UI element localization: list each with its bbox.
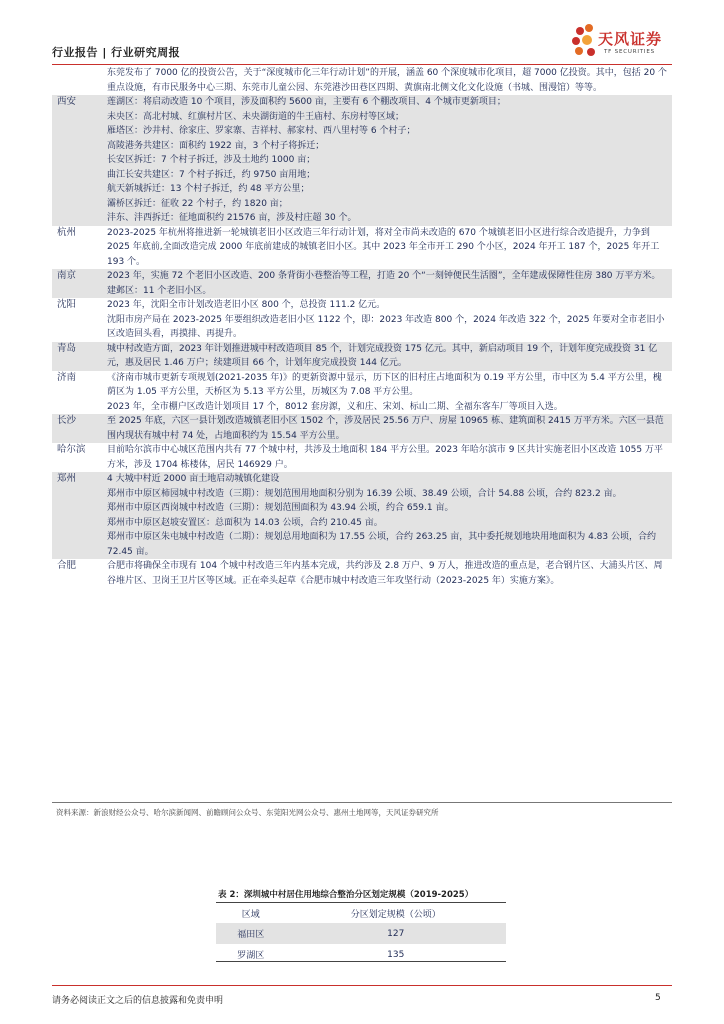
detail-line: 长安区拆迁：7 个村子拆迁，涉及土地约 1000 亩；: [107, 155, 316, 165]
table2-value-cell: 127: [286, 923, 506, 944]
detail-line: 未央区：高北村城、红旗村片区、未央湖街道的牛王庙村、东房村等区域；: [107, 111, 405, 122]
logo-subtitle: TF SECURITIES: [604, 49, 655, 55]
table2-bottom-rule: [216, 961, 506, 962]
table2-value-cell: 135: [387, 949, 405, 960]
city-name-cell: [52, 66, 105, 95]
detail-line: 沣东、沣西拆迁：征地面积约 21576 亩，涉及村庄超 30 个。: [107, 213, 357, 223]
city-name-cell: 合肥: [57, 560, 77, 571]
city-name-cell: 郑州: [52, 472, 105, 559]
plan-detail-cell: [105, 559, 672, 588]
table-row: [52, 559, 672, 588]
detail-line: 雁塔区：沙井村、徐家庄、罗家寨、吉祥村、郝家村、西八里村等 6 个村子；: [107, 126, 416, 136]
city-name-cell: 哈尔滨: [57, 444, 86, 455]
city-name-cell: 长沙: [52, 414, 105, 443]
city-renewal-table: [52, 66, 672, 588]
table2-region-cell: 罗湖区: [237, 951, 265, 961]
table-row: [52, 66, 672, 95]
header-divider: [52, 64, 672, 65]
detail-line: 高陵港务共建区：面积约 1922 亩，3 个村子将拆迁；: [107, 140, 325, 151]
table-row: [52, 414, 672, 443]
detail-line: 郑州市中原区赵坡安置区：总面积为 14.03 公顷，合约 210.45 亩。: [107, 517, 383, 528]
detail-line: 至 2025 年底，六区一县计划改造城镇老旧小区 1502 个，涉及居民 25.56 万户、房屋 10965 栋、建筑面积 2415 万平方米。六区一县范围内现状有城中村 74 处，占地面积约为 15.54 平方公里。: [107, 416, 664, 441]
detail-line: 沈阳市房产局在 2023-2025 年要组织改造老旧小区 1122 个，即：2023 年改造 800 个，2024 年改造 322 个，2025 年要对全市老旧小区改造回头看，再摸排、再提升。: [107, 314, 665, 339]
table-row: [52, 298, 672, 342]
city-name-cell: 杭州: [57, 226, 77, 238]
table-row: [52, 371, 672, 415]
table-row: [216, 923, 506, 944]
detail-line: 航天新城拆迁：13 个村子拆迁，约 48 平方公里；: [107, 184, 310, 194]
detail-line: 4 大城中村近 2000 亩土地启动城镇化建设: [107, 474, 280, 484]
plan-detail-cell: [105, 371, 672, 415]
detail-line: 灞桥区拆迁：征收 22 个村子，约 1820 亩；: [107, 198, 288, 209]
plan-detail-cell: [105, 298, 672, 342]
city-name-cell: 济南: [57, 371, 77, 383]
city-name-cell: 南京: [52, 269, 105, 298]
city-name-cell: 青岛: [52, 342, 105, 371]
detail-line: 曲江长安共建区：7 个村子拆迁，约 9750 亩用地；: [107, 169, 316, 180]
table2-header-region: 区域: [241, 909, 260, 920]
city-name-cell: 沈阳: [57, 299, 77, 310]
detail-line: 2023 年，沈阳全市计划改造老旧小区 800 个，总投资 111.2 亿元。: [107, 300, 386, 310]
table-row: [52, 443, 672, 472]
detail-line: 郑州市中原区西岗城中村改造（三期）：规划范围面积为 43.94 公顷，约合 659.1 亩。: [107, 503, 454, 513]
detail-line: 建邺区：11 个老旧小区。: [107, 285, 212, 296]
plan-detail-cell: [105, 414, 672, 443]
disclaimer-note: 请务必阅读正文之后的信息披露和免责申明: [52, 996, 224, 1006]
plan-detail-cell: [105, 443, 672, 472]
plan-detail-cell: [105, 342, 672, 371]
plan-detail-cell: [105, 66, 672, 95]
source-note: 资料来源：新浪财经公众号、哈尔滨新闻网、前瞻顾问公众号、东莞阳光网公众号、惠州土地网等，天风证券研究所: [56, 808, 439, 817]
plan-detail-cell: [105, 226, 672, 270]
logo-wordmark: 天风证券: [598, 30, 663, 48]
table2-header-scale: 分区划定规模（公顷）: [350, 909, 441, 920]
table2-caption: 表 2：深圳城中村居住用地综合整治分区划定规模（2019-2025）: [218, 890, 474, 900]
table-row: [52, 472, 672, 559]
detail-line: 2023 年，实施 72 个老旧小区改造、200 条背街小巷整治等工程，打造 20 个“一刻钟便民生活圈”，全年建成保障性住房 380 万平方米。: [107, 271, 661, 281]
detail-line: 2023-2025 年杭州将推进新一轮城镇老旧小区改造三年行动计划，将对全市尚未改造的 670 个城镇老旧小区进行综合改造提升，力争到 2025 年底前,全面改造完成 2000 年底前建成的城镇老旧小区。其中 2023 年全市开工 290 个小区，2024 年开工 187 个，2025 年开工 193 个。: [107, 227, 660, 267]
footer-divider: [52, 985, 672, 986]
detail-line: 《济南市城市更新专项规划(2021-2035 年)》的更新资源中显示，历下区的旧村庄占地面积为 0.19 平方公里，市中区为 5.4 平方公里，槐荫区为 1.05 平方公里，天桥区为 5.13 平方公里，历城区为 7.08 平方公里。: [107, 372, 662, 397]
detail-line: 城中村改造方面，2023 年计划推进城中村改造项目 85 个，计划完成投资 175 亿元。其中，新启动项目 19 个，计划年度完成投资 31 亿元，惠及居民 1.46 万户；续建项目 66 个，计划年度完成投资 144 亿元。: [107, 343, 658, 368]
detail-line: 目前哈尔滨市中心城区范围内共有 77 个城中村，共涉及土地面积 184 平方公里。2023 年哈尔滨市 9 区共计实施老旧小区改造 1055 万平方米，涉及 1704 栋楼体，居民 146929 户。: [107, 445, 663, 470]
detail-line: 合肥市将确保全市现有 104 个城中村改造三年内基本完成，共约涉及 2.8 万户、9 万人，推进改造的重点是，老合钢片区、大浦头片区、周谷堆片区、卫岗王卫片区等区域。正在牵头起草《合肥市城中村改造三年攻坚行动（2023-2025 年）实施方案》。: [107, 561, 663, 586]
page-number: 5: [655, 993, 661, 1003]
detail-line: 东莞发布了 7000 亿的投资公告，关于“深度城市化三年行动计划”的开展，涵盖 60 个深度城市化项目，超 7000 亿投资。其中，包括 20 个重点设施，有市民服务中心三期、东莞市儿童公园、东莞港沙田巷区四期、黄旗南北侧文化文化设施（书城、围漫馆）等等。: [107, 68, 667, 93]
plan-detail-cell: [105, 95, 672, 226]
table-row: [52, 95, 672, 226]
detail-line: 郑州市中原区朱屯城中村改造（二期）：规划总用地面积为 17.55 公顷，合约 263.25 亩，其中委托规划地块用地面积为 4.83 公顷，合约 72.45 亩。: [107, 532, 656, 557]
plan-detail-cell: [105, 269, 672, 298]
detail-line: 2023 年，全市棚户区改造计划项目 17 个，8012 套房源，义和庄、宋刘、标山二期、全福东客车厂等项目入选。: [107, 401, 563, 412]
detail-line: 莲湖区：将启动改造 10 个项目，涉及面积约 5600 亩，主要有 6 个棚改项目、4 个城市更新项目；: [107, 97, 506, 107]
shenzhen-zoning-table: [216, 903, 506, 965]
source-divider: [52, 802, 672, 803]
table2-region-cell: 福田区: [216, 923, 286, 944]
plan-detail-cell: [105, 472, 672, 559]
detail-line: 郑州市中原区柿园城中村改造（三期）：规划范围用地面积分别为 16.39 公顷、38.49 公顷，合计 54.88 公顷，合约 823.2 亩。: [107, 488, 622, 499]
table2-header-row: [216, 903, 506, 923]
city-name-cell: 西安: [52, 95, 105, 226]
table-row: [52, 342, 672, 371]
table-row: [52, 226, 672, 270]
table-row: [52, 269, 672, 298]
report-section-title: 行业报告 | 行业研究周报: [52, 46, 181, 59]
